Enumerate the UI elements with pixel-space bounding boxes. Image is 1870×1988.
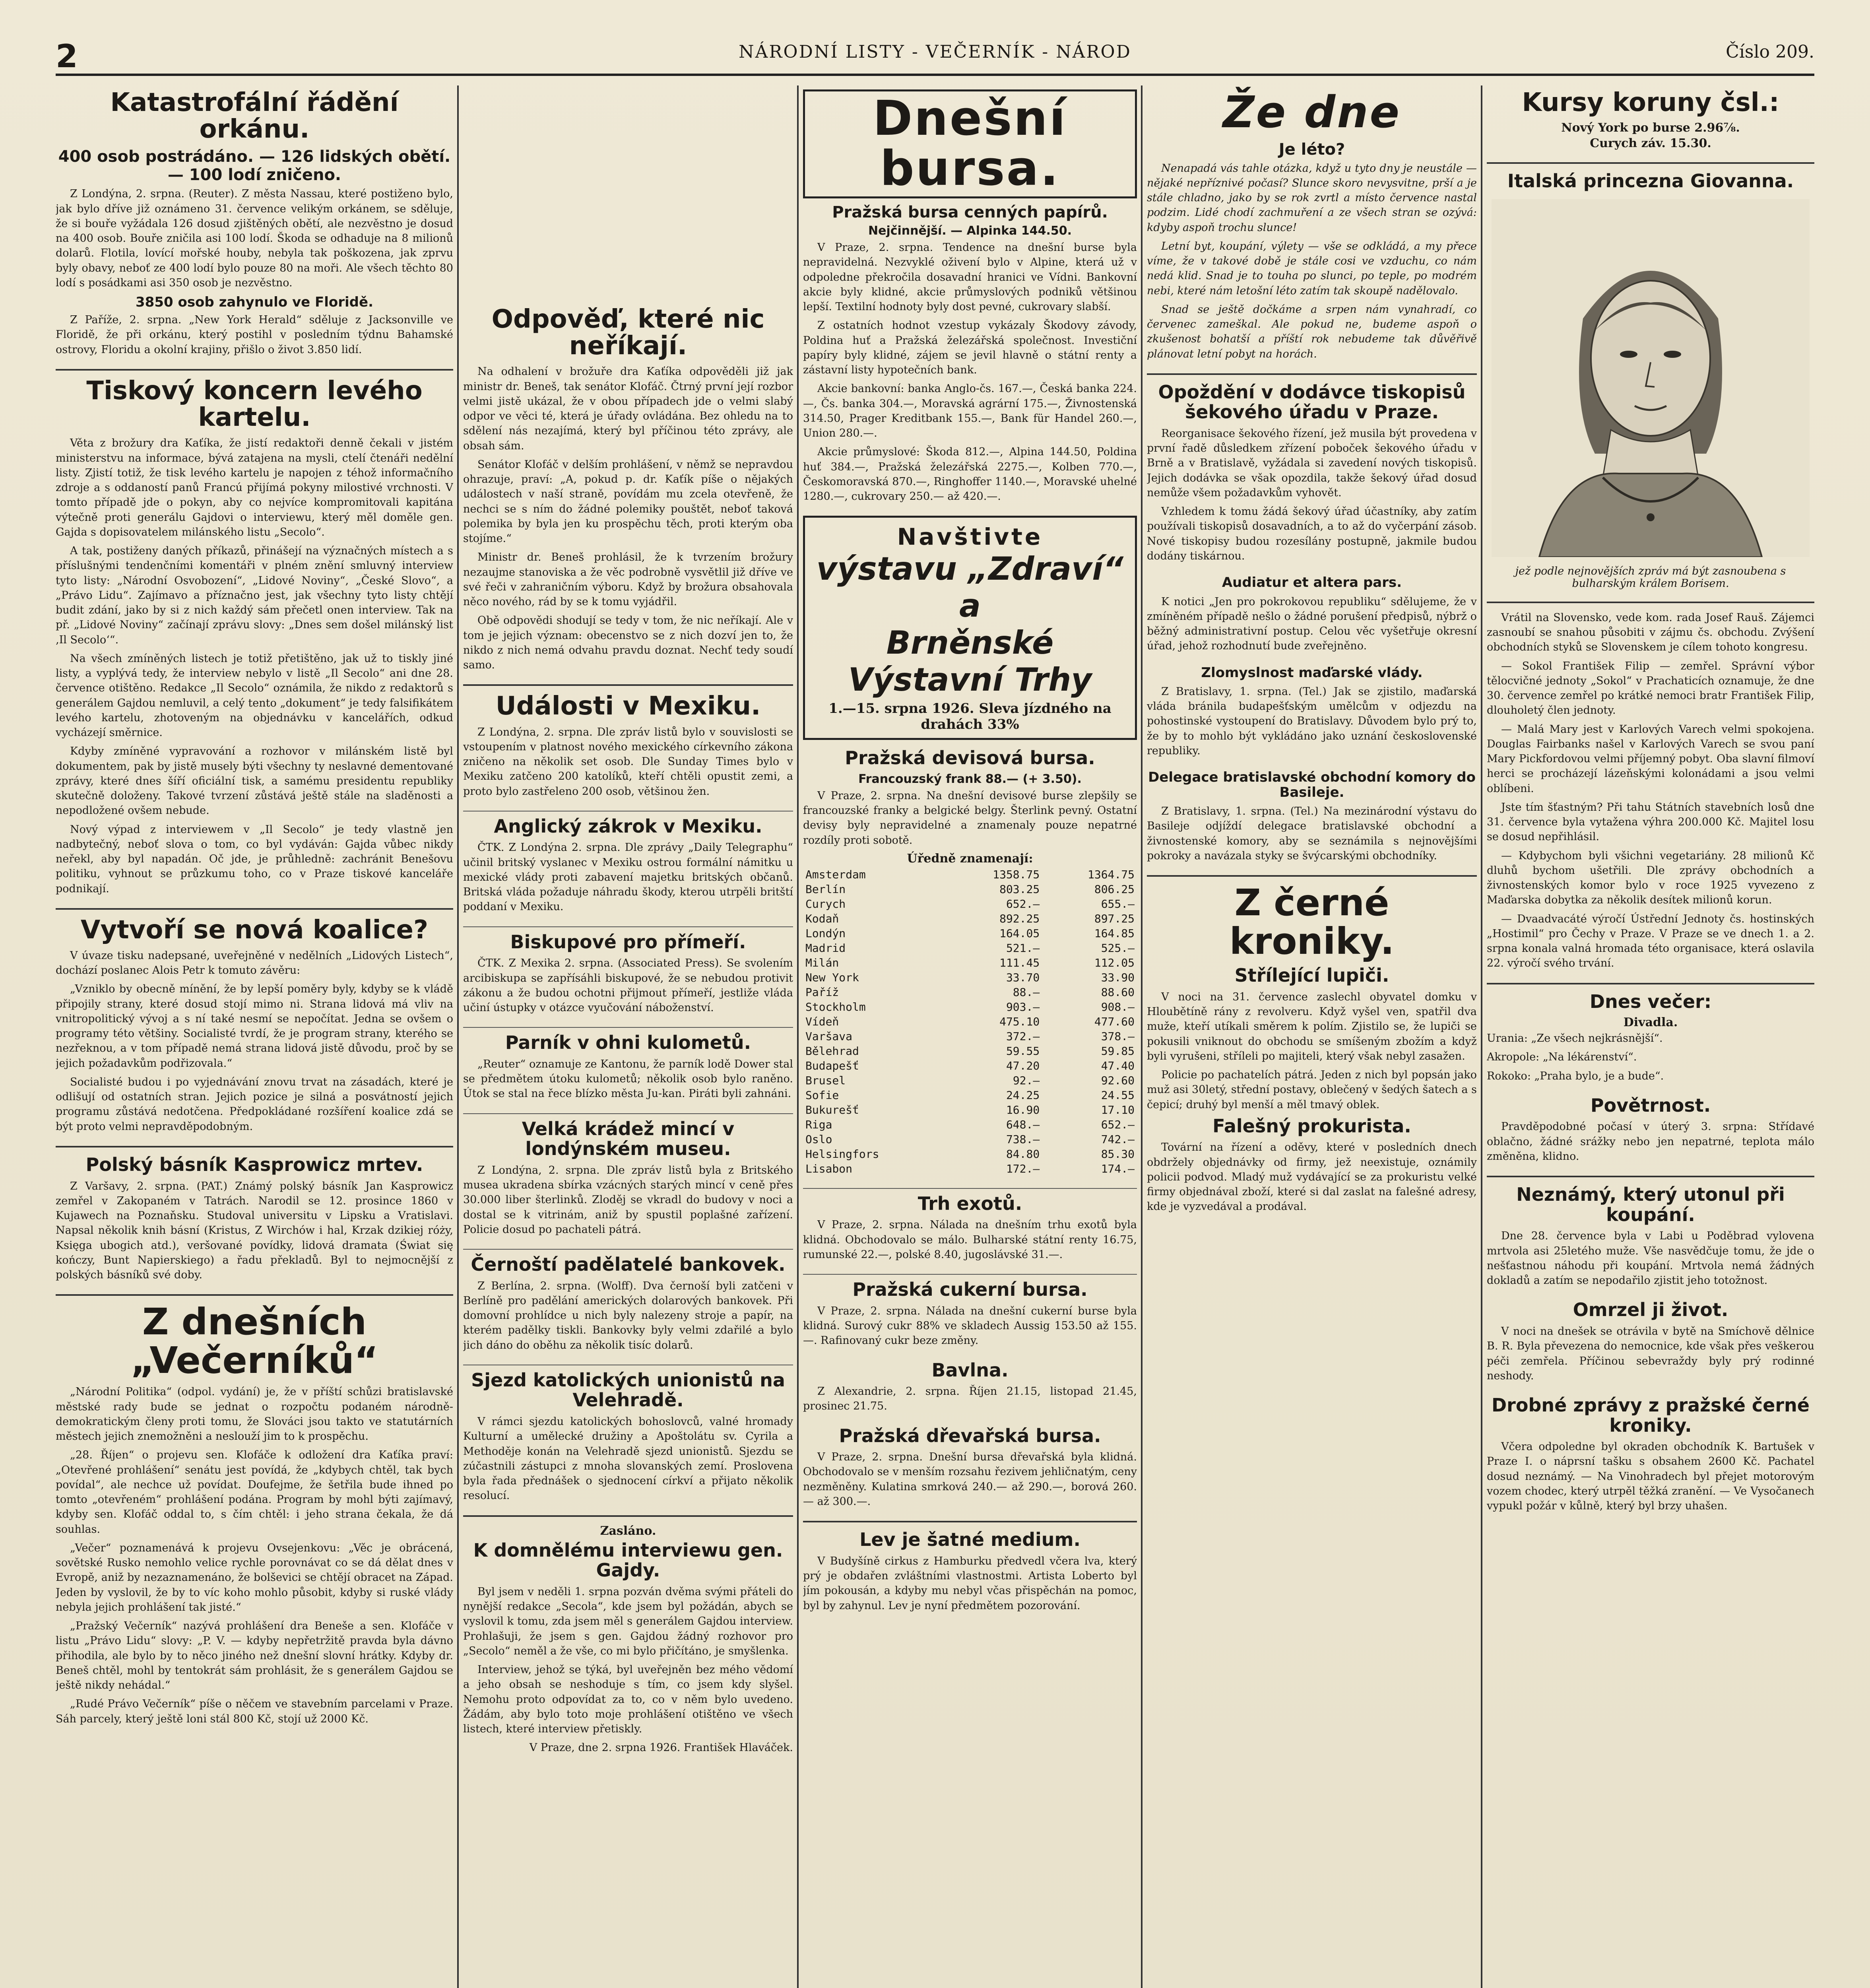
divider [463, 1027, 793, 1028]
currency-name: Curych [805, 897, 846, 911]
rate-value: 85.30 [1101, 1147, 1135, 1161]
divider [1487, 602, 1814, 603]
paragraph: Kdyby zmíněné vypravování a rozhovor v milánském listě byl dokumentem, pak by jistě musely býti všechny ty neslavné dementované zprávy, které dnes šíří oficiální tisk, a samému presidentu republiky skutečně doloženy. Takové tvrzení zůstává ještě stále na sladěnosti a nepodložené ovšem nebude. [56, 745, 453, 817]
article-bavlna [803, 1360, 1137, 1414]
currency-name: Budapešť [805, 1059, 859, 1072]
paragraph: „Vzniklo by obecně mínění, že by lepší poměry byly, kdyby se k vládě připojily strany, které dosud stojí mimo ni. Strana lidová má vliv na vnitropolitický vývoj a s ní také nesmí se nepočítat. Jedna se ovšem o programy této většiny. Socialisté tvrdí, že je program strany, kterého se nezřeknou, a v tom případě nemá strana lidová jistě důvodu, proč by se jejich požadavkům podřizovala.“ [56, 983, 453, 1070]
masthead: NÁRODNÍ LISTY - VEČERNÍK - NÁROD [739, 42, 1131, 62]
headline: Delegace bratislavské obchodní komory do Basileje. [1148, 769, 1476, 800]
divider [1487, 1176, 1814, 1177]
rate-value: 33.90 [1101, 971, 1135, 984]
column-divider [1141, 85, 1143, 1988]
paragraph: Byl jsem v neděli 1. srpna pozván dvěma svými přáteli do nynější redakce „Secola“, kde jsem byl požádán, abych se vyslovil k tomu, zda jsem měl s generálem Gajdou interview. Prohlašuji, že jsem s gen. Gajdou žádný rozhovor pro „Secolo“ neměl a že vše, co mi bylo přičítáno, je smyšlenka. [463, 1585, 793, 1657]
headline: Tiskový koncern levého kartelu. [86, 376, 423, 433]
paragraph: Ministr dr. Beneš prohlásil, že k tvrzením brožury nezaujme stanoviska a že věc podrobně vysvětlil již dříve ve své řeči v zahraničním výboru. Když by brožura obsahovala něco nového, rád by se k tomu vyjádřil. [463, 551, 793, 608]
exchange-rate-table [803, 867, 1137, 1176]
headline: Dnes večer: [1589, 990, 1712, 1012]
table-row [803, 867, 1137, 882]
paragraph: Z Paříže, 2. srpna. „New York Herald“ sděluje z Jacksonville ve Floridě, že při orkánu, který postihl v posledním týdnu Bahamské ostrovy, Floridu a okolní krajiny, přišlo o život 3.850 lidí. [56, 314, 453, 356]
column-divider [457, 85, 459, 1988]
rate-value: 897.25 [1094, 912, 1135, 925]
rate-value: 47.20 [1006, 1059, 1040, 1072]
page-number: 2 [56, 38, 78, 75]
paragraph: Věta z brožury dra Kaťíka, že jistí redaktoři denně čekali v jistém ministerstvu na informace, bývá zatajena na mysli, ctelí čtenáři nedělní listy. Zjistí totiž, že tisk levého kartelu je napojen z téhož informačního zdroje a s oddaností panů Francú přijímá pokyny milostivé vrchnosti. V tomto případě jde o pokyn, aby co nejvíce kompromitovali kapitána výtečně proti generálu Gajdovi o interviewu, který měl doměle gen. Gajda s dopisovatelem milánského listu „Secolo“. [56, 437, 453, 538]
subheadline: Francouzský frank 88.— (+ 3.50). [858, 772, 1082, 786]
divider [1147, 373, 1477, 375]
headline: Opoždění v dodávce tiskopisů šekového úřadu v Praze. [1158, 381, 1466, 423]
article-kursy [1487, 89, 1814, 150]
paragraph: Z ostatních hodnot vzestup vykázaly Škodovy závody, Poldina huť a Pražská železářská společnost. Investiční papíry byly klidné, zájem se jevil hlavně o státní renty a zástavní listy hypotečních bank. [803, 319, 1137, 376]
rate-value: 92.— [1013, 1074, 1040, 1087]
ad-line: 1.—15. srpna 1926. Sleva jízdného na drahách 33% [828, 701, 1112, 733]
headline: Dnešní bursa. [803, 89, 1137, 198]
headline: Falešný prokurista. [1212, 1115, 1411, 1137]
currency-name: Bělehrad [805, 1044, 859, 1058]
table-caption: Úředně znamenají: [907, 851, 1033, 866]
rate-value: 806.25 [1094, 882, 1135, 896]
divider [463, 1515, 793, 1517]
article-basilej [1147, 770, 1477, 863]
rate-value: 164.85 [1094, 926, 1135, 940]
paragraph: V Praze, 2. srpna. Tendence na dnešní burse byla nepravidelná. Nezvyklé oživení bylo v Alpine, která už v odpoledne překročila dosavadní hranici ve Vídni. Bankovní akcie byly klidné, akcie průmyslových podniků většinou lepší. Textilní hodnoty byly dost pevné, cukrovary slabší. [803, 241, 1137, 313]
divider [56, 1294, 453, 1296]
article-sekovy-urad [1147, 382, 1477, 563]
rate-value: 525.— [1101, 941, 1135, 955]
paragraph: Z Berlína, 2. srpna. (Wolff). Dva černoší byli zatčeni v Berlíně pro padělání amerických dolarových bankovek. Při domovní prohlídce u nich byly nalezeny stroje a papír, na kterém padělky tiskli. Bankovky byly velmi zdařilé a bylo jich dáno do oběhu za několik tisíc dolarů. [463, 1279, 793, 1351]
paragraph: — Sokol František Filip — zemřel. Správní výbor tělocvičné jednoty „Sokol“ v Prachaticích oznamuje, že dne 30. července zemřel po krátké nemoci bratr František Filip, dlouholetý člen jednoty. [1487, 660, 1814, 717]
rate-value: 174.— [1101, 1162, 1135, 1175]
program-line: Akropole: „Na lékárenství“. [1487, 1051, 1637, 1064]
paragraph: Dne 28. července byla v Labi u Poděbrad vylovena mrtvola asi 25letého muže. Vše nasvědčuje tomu, že jde o nešťastnou náhodu při koupání. Mrtvola nemá žádných dokladů a zatím se nepodařilo zjistit jeho totožnost. [1487, 1230, 1814, 1287]
rate-value: 378.— [1101, 1029, 1135, 1043]
rate-value: 111.45 [999, 956, 1040, 969]
paragraph: Interview, jehož se týká, byl uveřejněn bez mého vědomí a jeho obsah se neshoduje s tím, co jsem kdy slyšel. Nemohu proto odpovídat za to, co v něm bylo uvedeno. Žádám, aby bylo toto moje prohlášení otištěno ve všech listech, které interview přetiskly. [463, 1664, 793, 1735]
article-velehrad [463, 1370, 793, 1503]
headline: Pražská devisová bursa. [845, 747, 1095, 769]
article-devisy [803, 748, 1137, 1176]
article-koalice [56, 917, 453, 1134]
article-zaslano [463, 1524, 793, 1755]
paragraph: Z Londýna, 2. srpna. Dle zpráv listů bylo v souvislosti se vstoupením v platnost nového mexického církevního zákona zničeno na několik set osob. Dle Sunday Times bylo v Mexiku zatčeno 200 katolíků, kteří chtěli opustit zemi, a proto bylo zastřeleno 200 osob, většinou žen. [463, 726, 793, 798]
paragraph: „Národní Politika“ (odpol. vydání) je, že v příští schůzi bratislavské městské rady bude se jednat o rozpočtu podaném národně-demokratickým členy proti tomu, že Slováci jsou takto ve statutárních městech jejich znemožněni a neslouží jim to k prospěchu. [56, 1386, 453, 1443]
currency-name: Vídeň [805, 1015, 839, 1028]
column-1 [56, 85, 453, 1988]
headline: Pražská dřevařská bursa. [839, 1425, 1101, 1446]
divider [803, 1274, 1137, 1275]
rate-value: 477.60 [1094, 1015, 1135, 1028]
headline: Katastrofální řádění orkánu. [110, 88, 399, 144]
currency-name: Milán [805, 956, 839, 969]
table-row [803, 955, 1137, 970]
headline: Velká krádež mincí v londýnském museu. [522, 1118, 735, 1160]
divider [463, 1249, 793, 1250]
table-row [803, 1103, 1137, 1117]
headline: Audiatur et altera pars. [1222, 575, 1402, 591]
paragraph: Z Londýna, 2. srpna. (Reuter). Z města Nassau, které postiženo bylo, jak bylo dříve již oznámeno 31. července velikým orkánem, se sděluje, že si bouře vyžádala 126 dosud zjištěných obětí, ale nezvěstno je dosud na 400 osob. Bouře zničila asi 100 lodí. Škoda se odhaduje na 8 milionů dolarů. Flotila, lovící mořské houby, nebyla tak poškozena, jak zprvu byly obavy, neboť ze 400 lodí bylo pouze 80 na moři. Ale všech těchto 80 lodí s posádkami asi 350 osob je nezvěstno. [56, 188, 453, 289]
article-zpravy [1487, 610, 1814, 971]
headline: Neznámý, který utonul při koupání. [1516, 1184, 1785, 1225]
divider [56, 908, 453, 910]
paragraph: Včera odpoledne byl okraden obchodník K. Bartušek v Praze I. o náprsní tašku s obsahem 2600 Kč. Pachatel dosud neznámý. — Na Vinohradech byl přejet motorovým vozem chodec, který utrpěl těžká zranění. — Ve Vysočanech vypukl požár v kůlně, který byl brzy uhašen. [1487, 1441, 1814, 1512]
article-dnes-vecer [1487, 992, 1814, 1083]
article-drevo [803, 1426, 1137, 1509]
divider [1147, 875, 1477, 877]
article-lev [803, 1530, 1137, 1613]
headline: Povětrnost. [1590, 1094, 1711, 1116]
divider [56, 1146, 453, 1147]
ad-line: Navštivte [897, 523, 1043, 551]
divider [463, 684, 793, 686]
divider [803, 1521, 1137, 1522]
currency-name: Paříž [805, 985, 839, 999]
subheadline: Je léto? [1278, 140, 1345, 159]
table-row [803, 1161, 1137, 1176]
headline: Trh exotů. [918, 1192, 1022, 1214]
article-ze-dne [1147, 89, 1477, 361]
signature-line: V Praze, dne 2. srpna 1926. František Hlaváček. [529, 1741, 793, 1754]
divider [803, 1188, 1137, 1189]
table-row [803, 897, 1137, 911]
section-label: Divadla. [1623, 1015, 1678, 1030]
paragraph: Senátor Klofáč v delším prohlášení, v němž se nepravdou ohrazuje, praví: „A, pokud p. dr. Kaťík píše o nějakých událostech v naší straně, povídám mu zcela otevřeně, že nechci se s ním do žádné polemiky pouštět, neboť taková polemika by byla jen ku prospěchu těch, proti kterým oba stojíme.“ [463, 458, 793, 545]
paragraph: Z Bratislavy, 1. srpna. (Tel.) Na mezinárodní výstavu do Basileje odjíždí delegace bratislavské obchodní a živnostenské komory, aby se seznámila s nejnovějšími pokroky a navázala styky se švýcarskými obchodníky. [1147, 805, 1477, 862]
paragraph: ČTK. Z Mexika 2. srpna. (Associated Press). Se svolením arcibiskupa se zapřísáhli biskupové, že se nebudou protivit zákonu a že budou ochotni přijmout přímeří, jestliže vláda učiní ústupky v otázce vyučování náboženství. [463, 957, 793, 1014]
paragraph: Reorganisace šekového řízení, jež musila být provedena v první řadě důsledkem zřízení poboček šekového úřadu v Brně a v Bratislavě, vyžádala si zavedení nových tiskopisů. Jejich dodávka se však opozdila, takže šekový úřad dosud nemůže všem požadavkům vyhovět. [1147, 427, 1477, 499]
ad-line: výstavu „Zdraví“ a [816, 550, 1124, 625]
headline: Zlomyslnost maďarské vlády. [1201, 664, 1423, 681]
rate-value: 648.— [1006, 1118, 1040, 1131]
rate-value: 1358.75 [993, 868, 1040, 881]
divider [56, 369, 453, 371]
rate-value: 742.— [1101, 1132, 1135, 1146]
article-utonul [1487, 1184, 1814, 1288]
headline: Z černé kroniky. [1229, 881, 1395, 963]
paragraph: V Budyšíně cirkus z Hamburku předvedl včera lva, který prý je obdařen zvláštními vlastnostmi. Artista Loberto byl jím pokousán, a kdyby mu nebyl včas přispěchán na pomoc, byl by zahynul. Lev je nyní předmětem pozorování. [803, 1555, 1137, 1612]
portrait-image [1487, 199, 1814, 557]
paragraph: Na všech zmíněných listech je totiž přetištěno, jak už to tiskly jiné listy, a vyplývá tedy, že interview nebylo v listě „Il Secolo“ ani dne 28. července otištěno. Redakce „Il Secolo“ oznámila, že nikdo z redaktorů s generálem Gajdou nemluvil, a celý tento „dokument“ je tedy falsifikátem levého kartelu, zhotoveným na objednávku v kancelářích, odkud vycházejí směrnice. [56, 652, 453, 739]
article-princezna [1487, 171, 1814, 590]
table-row [803, 911, 1137, 926]
paragraph: Policie po pachatelích pátrá. Jeden z nich byl popsán jako muž asi 30letý, střední postavy, oblečený v šedých šatech a s čepicí; druhý byl menší a měl tmavý oblek. [1147, 1069, 1477, 1111]
paragraph: Tovární na řízení a oděvy, které v posledních dnech obdržely objednávky od firmy, jež neexistuje, oznámily policii podvod. Mladý muž vydávající se za prokuristu velké firmy objednával zboží, které si dal zaslat na falešné adresy, kde je vyzvedával a prodával. [1147, 1141, 1477, 1213]
table-row [803, 926, 1137, 941]
rate-value: 164.05 [999, 926, 1040, 940]
headline: Sjezd katolických unionistů na Velehradě. [471, 1369, 785, 1411]
column-divider [797, 85, 799, 1988]
article-exoti [803, 1194, 1137, 1262]
headline: Biskupové pro přímeří. [510, 931, 746, 953]
table-row [803, 1147, 1137, 1161]
table-row [803, 1044, 1137, 1058]
paragraph: Nový výpad z interviewem v „Il Secolo“ je tedy vlastně jen nadbytečný, neboť slova o tom, co byl vydáván: Gajda vůbec nikdy neřekl, aby byl napadán. Oč jde, je průhledně: zachránit Benešovu politiku, vyhnout se průzkumu toho, co v Praze tiskové kanceláře podnikají. [56, 823, 453, 895]
currency-name: Madrid [805, 941, 846, 955]
headline: Události v Mexiku. [495, 691, 761, 721]
table-row [803, 1088, 1137, 1103]
subheadline: Nejčinnější. — Alpinka 144.50. [868, 224, 1072, 238]
ad-line: Brněnské Výstavní Trhy [848, 624, 1092, 699]
rate-value: 908.— [1101, 1000, 1135, 1013]
article-povetrnost [1487, 1095, 1814, 1164]
article-drobne [1487, 1395, 1814, 1513]
currency-name: Riga [805, 1118, 832, 1131]
currency-name: Londýn [805, 926, 846, 940]
paragraph: „Reuter“ oznamuje ze Kantonu, že parník lodě Dower stal se předmětem útoku kulometů; několik osob bylo raněno. Útok se stal na řece blízko města Ju-kan. Piráti byli zahnáni. [463, 1058, 793, 1100]
article-padelatele [463, 1254, 793, 1353]
rate-value: 88.— [1013, 985, 1040, 999]
headline: Lev je šatné medium. [859, 1529, 1080, 1551]
rate-value: 903.— [1006, 1000, 1040, 1013]
currency-name: Bukurešť [805, 1103, 859, 1116]
column-5 [1487, 85, 1814, 1988]
article-kasprowicz [56, 1155, 453, 1282]
paragraph: Vrátil na Slovensko, vede kom. rada Josef Rauš. Zájemci zasnoubí se snahou působiti v zájmu čs. obchodu. Zvýšení obchodních styků se Slovenskem je cílem tohoto kongresu. [1487, 611, 1814, 654]
rate-value: 652.— [1006, 897, 1040, 911]
table-row [803, 1029, 1137, 1044]
subheadline: 3850 osob zahynulo ve Floridě. [136, 294, 373, 311]
article-orkan [56, 89, 453, 357]
rate-value: 803.25 [999, 882, 1040, 896]
paragraph: V noci na dnešek se otrávila v bytě na Smíchově dělnice B. R. Byla převezena do nemocnice, kde však přes veškerou péči zemřela. Příčinou sebevraždy byly prý rodinné neshody. [1487, 1325, 1814, 1382]
headline: Bavlna. [931, 1359, 1009, 1381]
column-divider [1481, 85, 1482, 1988]
paragraph: Letní byt, koupání, výlety — vše se odkládá, a my přece víme, že v takové době je stále cosi ve vzduchu, co nám nedá klid. Snad je to touha po slunci, po teple, po modrém nebi, které nám letošní léto zatím tak skoupě nadělovalo. [1147, 240, 1477, 297]
paragraph: „Rudé Právo Večerník“ píše o něčem ve stavebním parcelami v Praze. Sáh parcely, který ještě loni stál 800 Kč, stojí už 2000 Kč. [56, 1698, 453, 1725]
paragraph: „Pražský Večerník“ nazývá prohlášení dra Beneše a sen. Klofáče v listu „Právo Lidu“ slovy: „P. V. — kdyby nepřetržitě pravda byla dávno přihodila, ale bylo by to něco jiného než dnešní slovní hrátky. Kdyby dr. Beneš chtěl, mohl by tentokrát sám prohlásit, že s generálem Gajdou se ještě nikdy nehádal.“ [56, 1620, 453, 1692]
paragraph: Jste tím šťastným? Při tahu Státních stavebních losů dne 31. července byla vytažena výhra 200.000 Kč. Majitel losu se dosud nepřihlásil. [1487, 801, 1814, 843]
paragraph: Z Londýna, 2. srpna. Dle zpráv listů byla z Britského musea ukradena sbírka vzácných starých mincí v ceně přes 30.000 liber šterlinků. Zloděj se vkradl do budovy v noci a dostal se k vitrinám, aniž by spustil poplašné zařízení. Policie dosud po pachateli pátrá. [463, 1164, 793, 1236]
paragraph: Obě odpovědi shodují se tedy v tom, že nic neříkají. Ale v tom je jejich význam: obecenstvo se z nich dozví jen to, že nikdo z nich nemá odvahu pravdu doznat. Nechť tedy soudí samo. [463, 614, 793, 672]
table-row [803, 1073, 1137, 1088]
headline: Střílející lupiči. [1234, 965, 1389, 986]
paragraph: Akcie průmyslové: Škoda 812.—, Alpina 144.50, Poldina huť 384.—, Pražská železářská 2275.—, Kolben 770.—, Českomoravská 870.—, Ringhoffer 1140.—, Moravské uhelné 1280.—, cukrovary 250.— až 420.—. [803, 446, 1137, 503]
currency-name: Kodaň [805, 912, 839, 925]
table-row [803, 941, 1137, 955]
currency-name: Sofie [805, 1088, 839, 1102]
article-zakrok [463, 816, 793, 914]
currency-name: Brusel [805, 1074, 846, 1087]
table-row [803, 1000, 1137, 1014]
article-audiatur [1147, 575, 1477, 653]
paragraph: A tak, postiženy daných příkazů, přinášejí na význačných místech a s příslušnými tendenčními komentáři v plném znění smluvný interview tyto listy: „Národní Osvobození“, „Lidové Noviny“, „České Slovo“, a „Právo Lidu“. Zajímavo a příznačno jest, jak všechny tyto listy chtějí budit zdání, jako by si z nich každý sám přečetl onen interview. Tak na př. „Lidové Noviny“ začínají zprávu slovy: „Dnes sem došel milánský list ‚Il Secolo‘“. [56, 545, 453, 646]
rate-value: 24.55 [1101, 1088, 1135, 1102]
rate-value: 172.— [1006, 1162, 1040, 1175]
article-omrzel [1487, 1300, 1814, 1383]
headline: Italská princezna Giovanna. [1507, 170, 1794, 192]
column-4 [1147, 85, 1477, 1988]
table-row [803, 1117, 1137, 1132]
paragraph: V rámci sjezdu katolických bohoslovců, valné hromady Kulturní a umělecké družiny a Apoštolátu sv. Cyrila a Methoděje konán na Velehradě sjezd unionistů. Sjezdu se zúčastnili zástupci z mnoha slovanských zemí. Proslovena byla řada přednášek o sjednocení církví a přijato několik resolucí. [463, 1415, 793, 1502]
column-2 [463, 302, 793, 1988]
paragraph: „Večer“ poznamenává k projevu Ovsejenkovu: „Věc je obrácená, sovětské Rusko nemohlo velice rychle porovnávat co se dá dělat dnes v Evropě, aniž by nezaznamenáno, že bolševici se chtějí obracet na Západ. Jeden by vyslovil, že by to víc koho mohlo působit, kdyby si ruské vlády nebyla jejich prohlášení tak jisté.“ [56, 1541, 453, 1613]
rate-value: 84.80 [1006, 1147, 1040, 1161]
headline: Kursy koruny čsl.: [1522, 88, 1779, 117]
headline: Drobné zprávy z pražské černé kroniky. [1491, 1394, 1810, 1436]
column-3 [803, 85, 1137, 1988]
divider [1487, 983, 1814, 984]
rate-value: 521.— [1006, 941, 1040, 955]
paragraph: Akcie bankovní: banka Anglo-čs. 167.—, Česká banka 224.—, Čs. banka 304.—, Moravská agrární 175.—, Živnostenská 314.50, Prager Kreditbank 155.—, Bank für Handel 260.—, Union 280.—. [803, 382, 1137, 439]
currency-name: Amsterdam [805, 868, 866, 881]
rate-value: 17.10 [1101, 1103, 1135, 1116]
article-vecerniky [56, 1303, 453, 1726]
headline: Že dne [1222, 87, 1401, 138]
divider [1487, 162, 1814, 164]
paragraph: Pravděpodobné počasí v úterý 3. srpna: Střídavé oblačno, žádné srážky nebo jen nepatrné, teplota málo změněna, klidno. [1487, 1120, 1814, 1163]
currency-name: Berlín [805, 882, 846, 896]
rate-value: 24.25 [1006, 1088, 1040, 1102]
paragraph: Z Bratislavy, 1. srpna. (Tel.) Jak se zjistilo, maďarská vláda bránila budapešťským umělcům v odjezdu na pohostinské vystoupení do Bratislavy. Důvodem bylo prý to, že by to mohlo být vykládáno jako uznání československé republiky. [1147, 685, 1477, 757]
table-row [803, 1014, 1137, 1029]
page-header [56, 38, 1814, 76]
paragraph: Z Varšavy, 2. srpna. (PAT.) Známý polský básník Jan Kasprowicz zemřel v Zakopaném v Tatrách. Narodil se 12. prosince 1860 v Kujawech na Poznaňsku. Studoval universitu v Lipsku a Vratislavi. Napsal několik knih básní (Kristus, Z Wirchów i hal, Krzak dzikiej róży, Księga ubogich atd.), veršované povídky, lidová dramata (Świat się kończy, Bunt Napierskiego) a řadu překladů. Byl to nejmocnější z polských básníků své doby. [56, 1180, 453, 1281]
headline: Z dnešních „Večerníků“ [130, 1301, 378, 1382]
table-row [803, 882, 1137, 897]
subheadline: 400 osob postrádáno. — 126 lidských obětí. — 100 lodí zničeno. [58, 148, 451, 184]
currency-name: Oslo [805, 1132, 832, 1146]
paragraph: Socialisté budou i po vyjednávání znovu trvat na zásadách, které je odlišují od ostatních stran. Jejich pozice je silná a posvátností jejich programu zůstává nedotčena. Předpokládané rozšíření koalice zdá se být proto velmi nepravděpodobným. [56, 1076, 453, 1133]
paragraph: Nenapadá vás tahle otázka, když u tyto dny je neustále — nějaké nepříznivé počasí? Slunce skoro nevysvitne, prší a je stále chladno, jako by se rok zvrtl a místo července nastal podzim. Lidé chodí zachmuření a ze všech stran se ozývá: kdyby aspoň trochu slunce! [1147, 162, 1477, 234]
rate-value: 372.— [1006, 1029, 1040, 1043]
paragraph: V Praze, 2. srpna. Nálada na dnešním trhu exotů byla klidná. Obchodovalo se málo. Bulharské státní renty 16.75, rumunské 22.—, polské 8.40, jugoslávské 31.—. [803, 1219, 1137, 1261]
rate-value: 738.— [1006, 1132, 1040, 1146]
divider [463, 1113, 793, 1114]
rate-line: Nový York po burse 2.96⅞. [1561, 121, 1740, 135]
headline: Černoští padělatelé bankovek. [471, 1254, 786, 1276]
article-kradez [463, 1119, 793, 1237]
headline: Anglický zákrok v Mexiku. [494, 815, 762, 837]
paragraph: V Praze, 2. srpna. Nálada na dnešní cukerní burse byla klidná. Surový cukr 88% ve skladech Aussig 153.50 až 155.—. Rafinovaný cukr beze změny. [803, 1305, 1137, 1347]
program-line: Rokoko: „Praha bylo, je a bude“. [1487, 1070, 1664, 1082]
headline: Omrzel ji život. [1573, 1299, 1728, 1321]
article-bursa [803, 89, 1137, 504]
rate-value: 47.40 [1101, 1059, 1135, 1072]
paragraph: Vzhledem k tomu žádá šekový úřad účastníky, aby zatím používali tiskopisů dosavadních, a to až do vyčerpání zásob. Nové tiskopisy budou rozesílány postupně, jakmile budou dodány tiskárnou. [1147, 505, 1477, 562]
headline: Vytvoří se nová koalice? [80, 915, 429, 945]
paragraph: Snad se ještě dočkáme a srpen nám vynahradí, co červenec zameškal. Ale pokud ne, budeme aspoň o zkušenost bohatší a příští rok nebudeme tak důvěřivě plánovat letní pobyt na horách. [1147, 303, 1477, 360]
headline: Pražská cukerní bursa. [852, 1279, 1088, 1301]
rate-value: 475.10 [999, 1015, 1040, 1028]
article-mexiko [463, 693, 793, 798]
table-row [803, 970, 1137, 985]
divider [463, 926, 793, 927]
rate-value: 92.60 [1101, 1074, 1135, 1087]
paragraph: V noci na 31. července zaslechl obyvatel domku v Hloubětíně rány z revolveru. Když vyšel ven, spatřil dva muže, kteří utíkali směrem k polím. Zjistilo se, že lupiči se pokusili vniknout do obchodu se smíšeným zbožím a když byli vyrušeni, stříleli po majiteli, který však nebyl zasažen. [1147, 990, 1477, 1062]
paragraph: „28. Říjen“ o projevu sen. Klofáče k odložení dra Kaťíka praví: „Otevřené prohlášení“ senátu jest povídá, že „kdybych chtěl, tak bych povídal“, ale nechce už povídat. Doufejme, že šetřila bude ihned po tomto „otevřeném“ prohlášení podána. Program by mohl býti zajímavý, kdyby sen. Klofáč oddal to, s čím chtěl: i jeho strana čekala, že dá souhlas. [56, 1449, 453, 1536]
paragraph: K notici „Jen pro pokrokovou republiku“ sdělujeme, že v zmíněném případě nešlo o žádné porušení předpisů, nýbrž o běžný administrativní postup. Celou věc vyšetřuje okresní úřad, jehož rozhodnutí bude zveřejněno. [1147, 595, 1477, 652]
article-biskupove [463, 932, 793, 1015]
rate-value: 112.05 [1094, 956, 1135, 969]
rate-value: 652.— [1101, 1118, 1135, 1131]
rate-line: Curych záv. 15.30. [1590, 136, 1711, 151]
article-koncern [56, 378, 453, 896]
currency-name: Stockholm [805, 1000, 866, 1013]
table-row [803, 985, 1137, 1000]
divider [463, 811, 793, 812]
table-row [803, 1058, 1137, 1073]
paragraph: V úvaze tisku nadepsané, uveřejněné v nedělních „Lidových Listech“, dochází poslanec Alois Petr k tomuto závěru: [56, 949, 453, 977]
article-parnik [463, 1033, 793, 1101]
rate-value: 1364.75 [1087, 868, 1135, 881]
program-line: Urania: „Ze všech nejkrásnější“. [1487, 1032, 1663, 1045]
image-caption: jež podle nejnovějších zpráv má být zasnoubena s bulharským králem Borisem. [1515, 565, 1786, 590]
currency-name: New York [805, 971, 859, 984]
headline: K domnělému interviewu gen. Gajdy. [473, 1539, 783, 1581]
paragraph: Z Alexandrie, 2. srpna. Říjen 21.15, listopad 21.45, prosinec 21.75. [803, 1385, 1137, 1413]
section-cerna-kronika [1147, 881, 1477, 1214]
article-odpoved [463, 306, 793, 672]
rate-value: 59.55 [1006, 1044, 1040, 1058]
paragraph: — Malá Mary jest v Karlových Varech velmi spokojena. Douglas Fairbanks našel v Karlových Varech se svou paní Mary Pickfordovou velmi příjemný pobyt. Oba slavní filmoví herci se procházejí lázeňskými kolonádami a jsou velmi oblíbeni. [1487, 723, 1814, 795]
rate-value: 892.25 [999, 912, 1040, 925]
paragraph: V Praze, 2. srpna. Na dnešní devisové burse zlepšily se francouzské franky a belgické belgy. Šterlink pevný. Ostatní devisy byly nepravidelné a znamenaly pouze nepatrné rozdíly proti sobotě. [803, 789, 1137, 846]
currency-name: Varšava [805, 1029, 853, 1043]
currency-name: Lisabon [805, 1162, 853, 1175]
headline: Odpověď, které nic neříkají. [491, 305, 765, 361]
rate-value: 16.90 [1006, 1103, 1040, 1116]
headline: Polský básník Kasprowicz mrtev. [85, 1153, 423, 1175]
table-row [803, 1132, 1137, 1147]
paragraph: V Praze, 2. srpna. Dnešní bursa dřevařská byla klidná. Obchodovalo se v menším rozsahu řezivem jehličnatým, ceny nezměněny. Kulatina smrková 240.— až 290.—, borová 260.— až 300.—. [803, 1451, 1137, 1508]
rate-value: 33.70 [1006, 971, 1040, 984]
headline: Parník v ohni kulometů. [505, 1032, 751, 1054]
paragraph: — Dvaadvacáté výročí Ústřední Jednoty čs. hostinských „Hostimil“ pro Čechy v Praze. V Praze se ve dnech 1. a 2. srpna konala valná hromada této organisace, která oslavila 22. výročí svého trvání. [1487, 912, 1814, 970]
paragraph: Na odhalení v brožuře dra Kaťíka odpověděli již jak ministr dr. Beneš, tak senátor Klofáč. Čtrný první její rozbor velmi jistě ukázal, že v obou případech jde o velmi slabý odpor ve věci té, která je úřady ovládána. Bez ohledu na to sdělení nás nezajímá, který byl příčinou této zprávy, ale obsah sám. [463, 365, 793, 452]
article-cukr [803, 1279, 1137, 1348]
rate-value: 88.60 [1101, 985, 1135, 999]
article-madarska-vlada [1147, 666, 1477, 759]
section-label: Zasláno. [600, 1524, 656, 1538]
paragraph: — Kdybychom byli všichni vegetariány. 28 milionů Kč dluhů bychom ušetřili. Dle zprávy obchodních a živnostenských komor bylo v roce 1925 vyvezeno z Maďarska dobytka za několik desítek milionů korun. [1487, 849, 1814, 907]
advertisement-vystava [803, 516, 1137, 740]
rate-value: 655.— [1101, 897, 1135, 911]
issue-number: Číslo 209. [1726, 42, 1814, 62]
subheadline: Pražská bursa cenných papírů. [832, 203, 1108, 221]
rate-value: 59.85 [1101, 1044, 1135, 1058]
paragraph: ČTK. Z Londýna 2. srpna. Dle zprávy „Daily Telegraphu“ učinil britský vyslanec v Mexiku ostrou formální námitku u mexické vlády proti zabavení majetku britských občanů. Britská vláda požaduje náhradu škody, kterou utrpěli britští poddaní v Mexiku. [463, 841, 793, 913]
currency-name: Helsingfors [805, 1147, 879, 1161]
